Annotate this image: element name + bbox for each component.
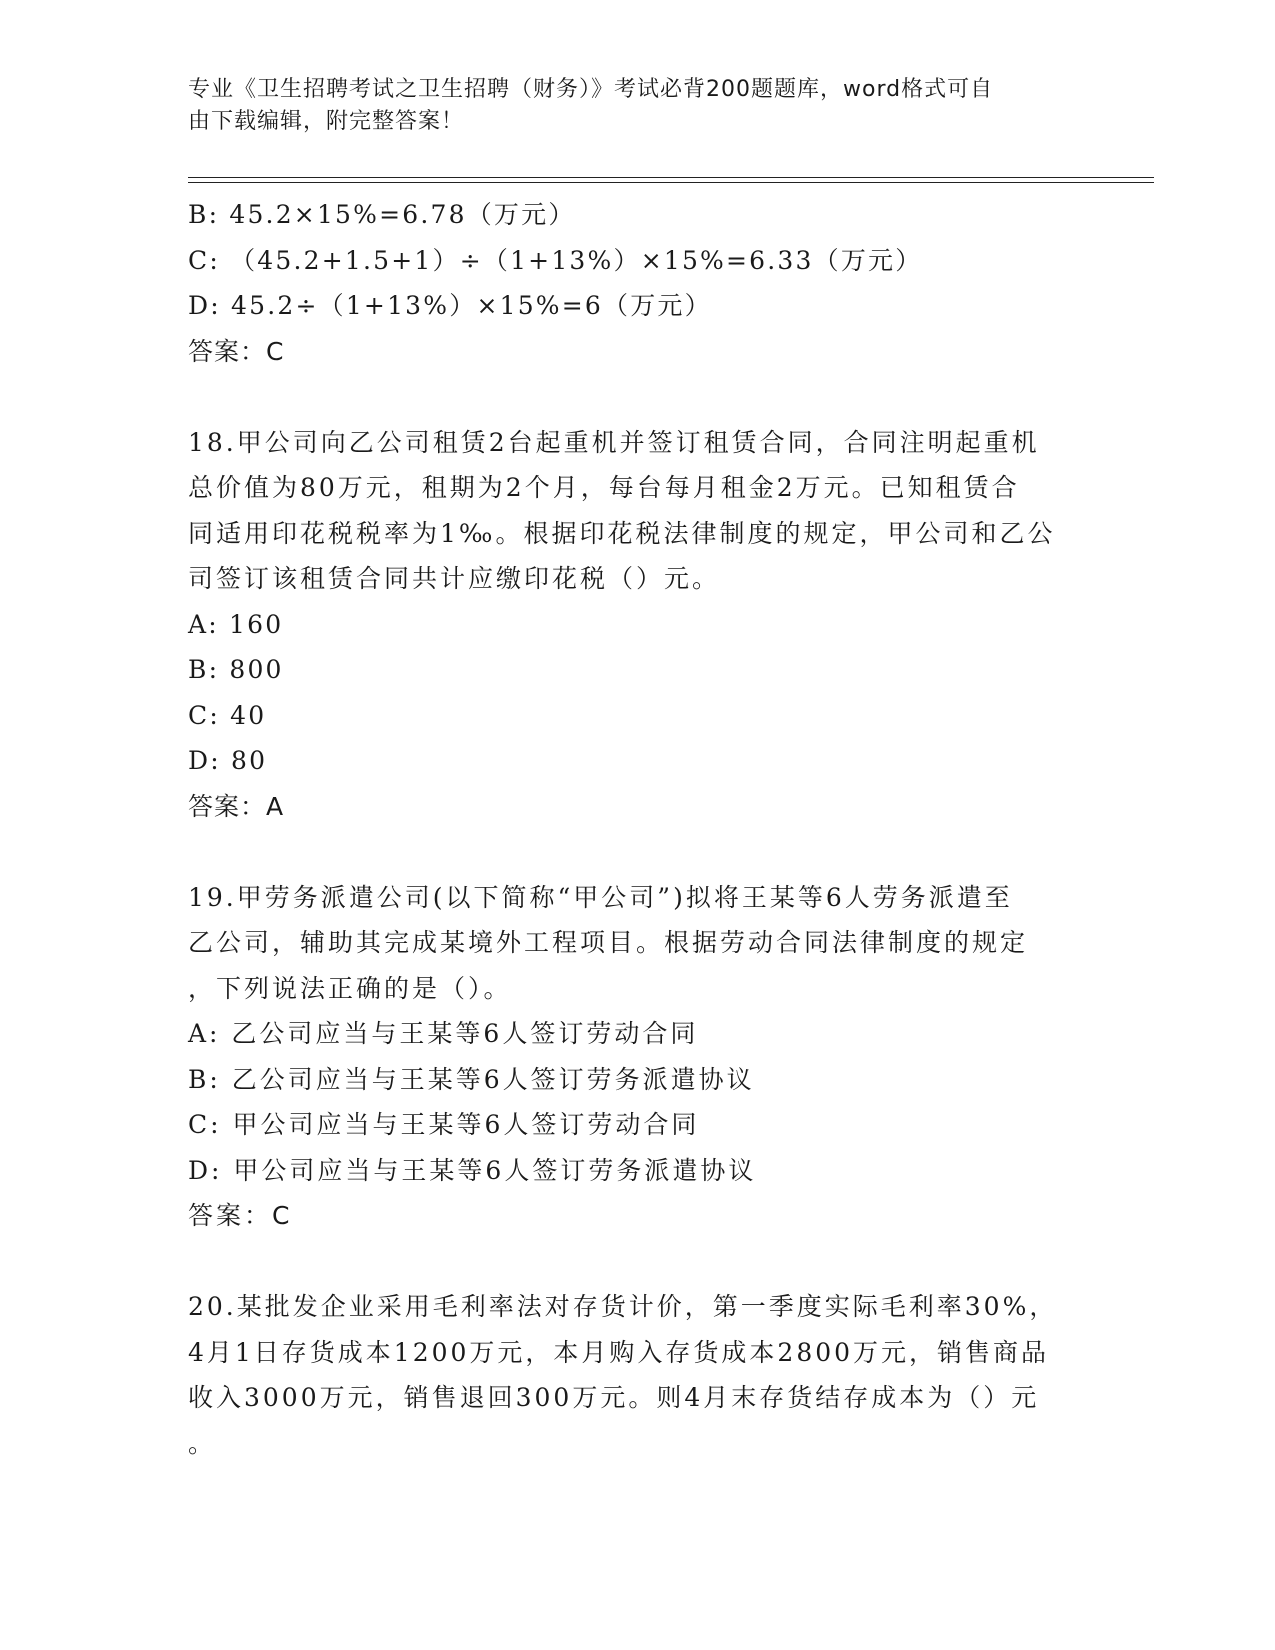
option-line: A: 乙公司应当与王某等6人签订劳动合同 <box>188 1019 699 1048</box>
header-line-2: 由下载编辑，附完整答案！ <box>188 109 465 134</box>
question-text-line: 。 <box>188 1428 217 1458</box>
option-line: C: 40 <box>188 700 267 730</box>
question-18-options <box>188 602 1088 830</box>
question-text-line: 乙公司，辅助其完成某境外工程项目。根据劳动合同法律制度的规定 <box>188 928 1029 957</box>
spacer <box>188 374 1088 420</box>
option-line: B: 乙公司应当与王某等6人签订劳务派遣协议 <box>188 1064 755 1094</box>
spacer <box>188 829 1088 875</box>
option-line: B: 800 <box>188 655 284 684</box>
question-text-line: 总价值为80万元，租期为2个月，每台每月租金2万元。已知租赁合 <box>188 473 1020 502</box>
question-17-continued <box>188 192 1088 374</box>
answer-line: 答案：C <box>188 1201 293 1230</box>
option-line: C: （45.2+1.5+1）÷（1+13%）×15%=6.33（万元） <box>188 245 923 275</box>
spacer <box>188 1239 1088 1285</box>
question-text-line: 同适用印花税税率为1‰。根据印花税法律制度的规定，甲公司和乙公 <box>188 518 1056 548</box>
question-18 <box>188 420 1088 602</box>
question-text-line: 19.甲劳务派遣公司(以下简称“甲公司”)拟将王某等6人劳务派遣至 <box>188 882 1013 912</box>
option-line: D: 甲公司应当与王某等6人签订劳务派遣协议 <box>188 1155 757 1185</box>
option-line: A: 160 <box>188 609 284 639</box>
answer-line: 答案：A <box>188 791 285 821</box>
option-line: D: 80 <box>188 746 268 775</box>
question-content <box>188 192 1088 1466</box>
document-header <box>188 74 1068 138</box>
header-divider <box>188 177 1154 183</box>
question-text-line: 18.甲公司向乙公司租赁2台起重机并签订租赁合同，合同注明起重机 <box>188 427 1040 457</box>
option-line: C: 甲公司应当与王某等6人签订劳动合同 <box>188 1110 700 1139</box>
header-line-1: 专业《卫生招聘考试之卫生招聘（财务）》考试必背200题题库，word格式可自 <box>188 77 994 102</box>
question-text-line: 司签订该租赁合同共计应缴印花税（）元。 <box>188 564 721 593</box>
question-20 <box>188 1284 1088 1466</box>
question-19-options <box>188 1011 1088 1239</box>
question-text-line: ，下列说法正确的是（）。 <box>188 973 512 1003</box>
answer-line: 答案：C <box>188 336 285 366</box>
question-text-line: 4月1日存货成本1200万元，本月购入存货成本2800万元，销售商品 <box>188 1337 1050 1367</box>
question-19 <box>188 875 1088 1012</box>
option-line: B: 45.2×15%=6.78（万元） <box>188 200 576 229</box>
option-line: D: 45.2÷（1+13%）×15%=6（万元） <box>188 291 712 320</box>
question-text-line: 20.某批发企业采用毛利率法对存货计价，第一季度实际毛利率30%， <box>188 1292 1058 1321</box>
question-text-line: 收入3000万元，销售退回300万元。则4月末存货结存成本为（）元 <box>188 1383 1040 1412</box>
